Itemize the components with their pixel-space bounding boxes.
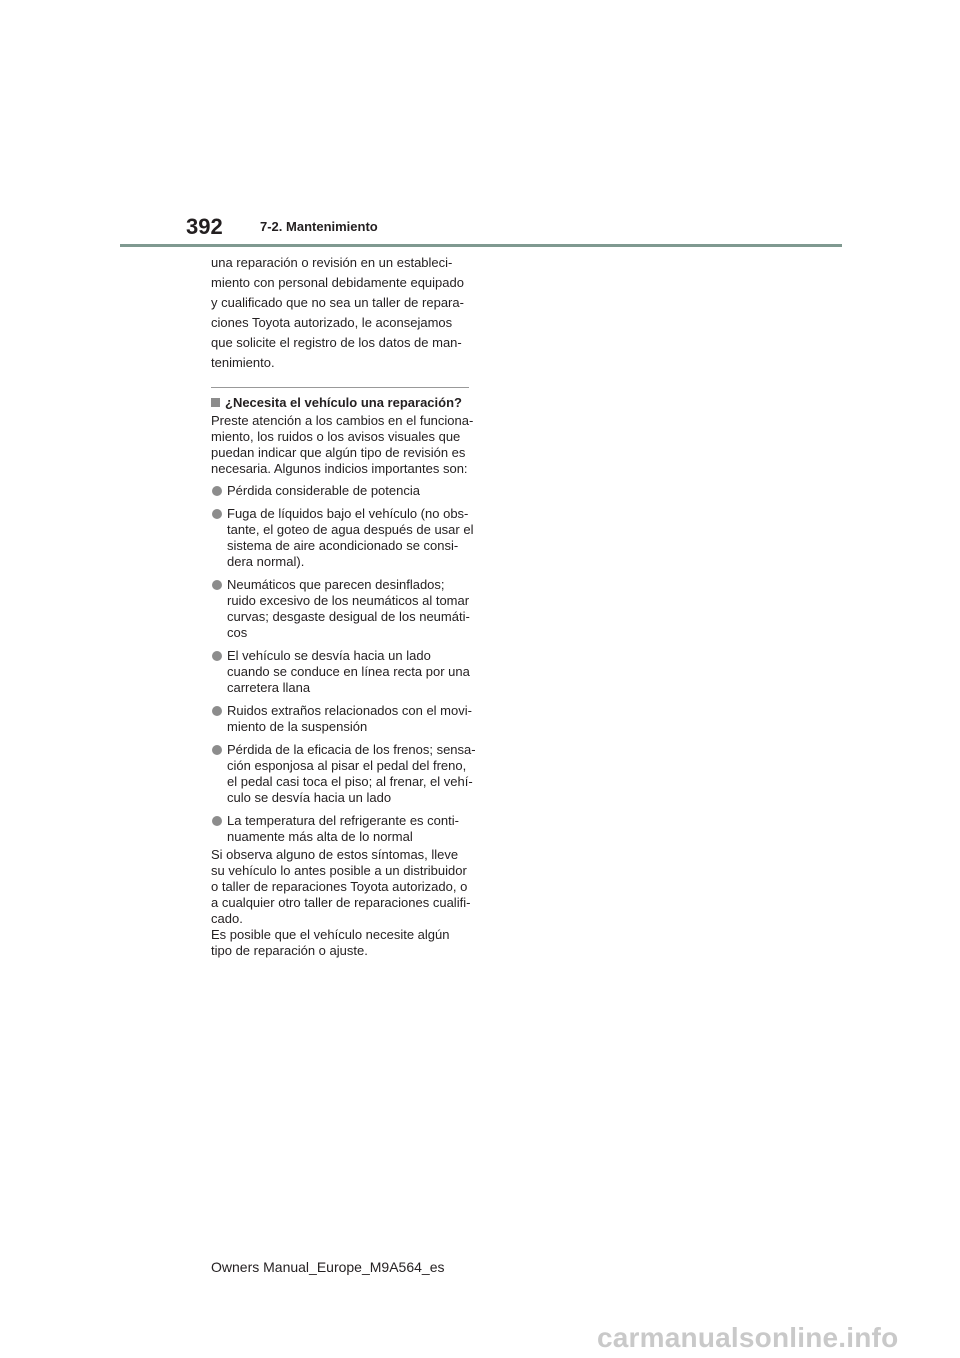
list-item-line: Ruidos extraños relacionados con el movi- <box>227 703 472 718</box>
list-item <box>211 703 476 735</box>
closing-line: a cualquier otro taller de reparaciones cualifi- <box>211 895 471 910</box>
list-item <box>211 742 476 806</box>
list-item-line: Fuga de líquidos bajo el vehículo (no obs- <box>227 506 469 521</box>
body-line: Preste atención a los cambios en el funciona- <box>211 413 474 428</box>
intro-line: una reparación o revisión en un estableci- <box>211 255 453 270</box>
list-item-line: ción esponjosa al pisar el pedal del freno, <box>227 758 467 773</box>
bullet-dot-icon <box>212 651 222 661</box>
square-bullet-icon <box>211 398 220 407</box>
list-item <box>211 506 476 570</box>
list-item-line: cos <box>227 625 248 640</box>
bullet-dot-icon <box>212 816 222 826</box>
footer-text: Owners Manual_Europe_M9A564_es <box>211 1259 445 1275</box>
list-item-line: La temperatura del refrigerante es conti- <box>227 813 459 828</box>
list-item <box>211 483 476 499</box>
list-item-line: tante, el goteo de agua después de usar el <box>227 522 474 537</box>
bullet-dot-icon <box>212 706 222 716</box>
closing-line: Si observa alguno de estos síntomas, lleve <box>211 847 459 862</box>
list-item-line: el pedal casi toca el piso; al frenar, el vehí- <box>227 774 473 789</box>
closing-paragraph <box>211 847 473 959</box>
list-item <box>211 813 476 845</box>
list-item-line: ruido excesivo de los neumáticos al tomar <box>227 593 470 608</box>
watermark: carmanualsonline.info <box>597 1322 899 1353</box>
intro-line: y cualificado que no sea un taller de repara- <box>211 295 464 310</box>
closing-line: Es posible que el vehículo necesite algún <box>211 927 450 942</box>
bullet-dot-icon <box>212 509 222 519</box>
list-item-line: carretera llana <box>227 680 311 695</box>
list-item <box>211 577 476 641</box>
symptom-list <box>211 483 476 852</box>
body-paragraph <box>211 413 473 477</box>
body-line: miento, los ruidos o los avisos visuales que <box>211 429 461 444</box>
body-line: necesaria. Algunos indicios importantes son: <box>211 461 468 476</box>
section-heading <box>211 395 476 411</box>
list-item-line: miento de la suspensión <box>227 719 368 734</box>
section-divider <box>211 387 469 388</box>
list-item-line: Pérdida considerable de potencia <box>227 483 420 498</box>
intro-line: miento con personal debidamente equipado <box>211 275 464 290</box>
header-rule <box>120 244 842 247</box>
closing-line: su vehículo lo antes posible a un distribuidor <box>211 863 467 878</box>
list-item <box>211 648 476 696</box>
closing-line: cado. <box>211 911 243 926</box>
section-title: 7-2. Mantenimiento <box>260 219 378 234</box>
bullet-dot-icon <box>212 580 222 590</box>
intro-line: tenimiento. <box>211 355 275 370</box>
list-item-line: El vehículo se desvía hacia un lado <box>227 648 431 663</box>
list-item-line: culo se desvía hacia un lado <box>227 790 392 805</box>
intro-line: ciones Toyota autorizado, le aconsejamos <box>211 315 453 330</box>
bullet-dot-icon <box>212 745 222 755</box>
intro-paragraph <box>211 253 473 373</box>
list-item-line: nuamente más alta de lo normal <box>227 829 413 844</box>
closing-line: tipo de reparación o ajuste. <box>211 943 368 958</box>
body-line: puedan indicar que algún tipo de revisión es <box>211 445 466 460</box>
closing-line: o taller de reparaciones Toyota autorizado, o <box>211 879 468 894</box>
intro-line: que solicite el registro de los datos de man- <box>211 335 462 350</box>
list-item-line: sistema de aire acondicionado se consi- <box>227 538 459 553</box>
page-number: 392 <box>186 214 223 239</box>
list-item-line: curvas; desgaste desigual de los neumáti- <box>227 609 470 624</box>
list-item-line: Neumáticos que parecen desinflados; <box>227 577 445 592</box>
bullet-dot-icon <box>212 486 222 496</box>
section-heading-text: ¿Necesita el vehículo una reparación? <box>225 395 462 410</box>
list-item-line: Pérdida de la eficacia de los frenos; sensa- <box>227 742 476 757</box>
list-item-line: cuando se conduce en línea recta por una <box>227 664 470 679</box>
list-item-line: dera normal). <box>227 554 305 569</box>
